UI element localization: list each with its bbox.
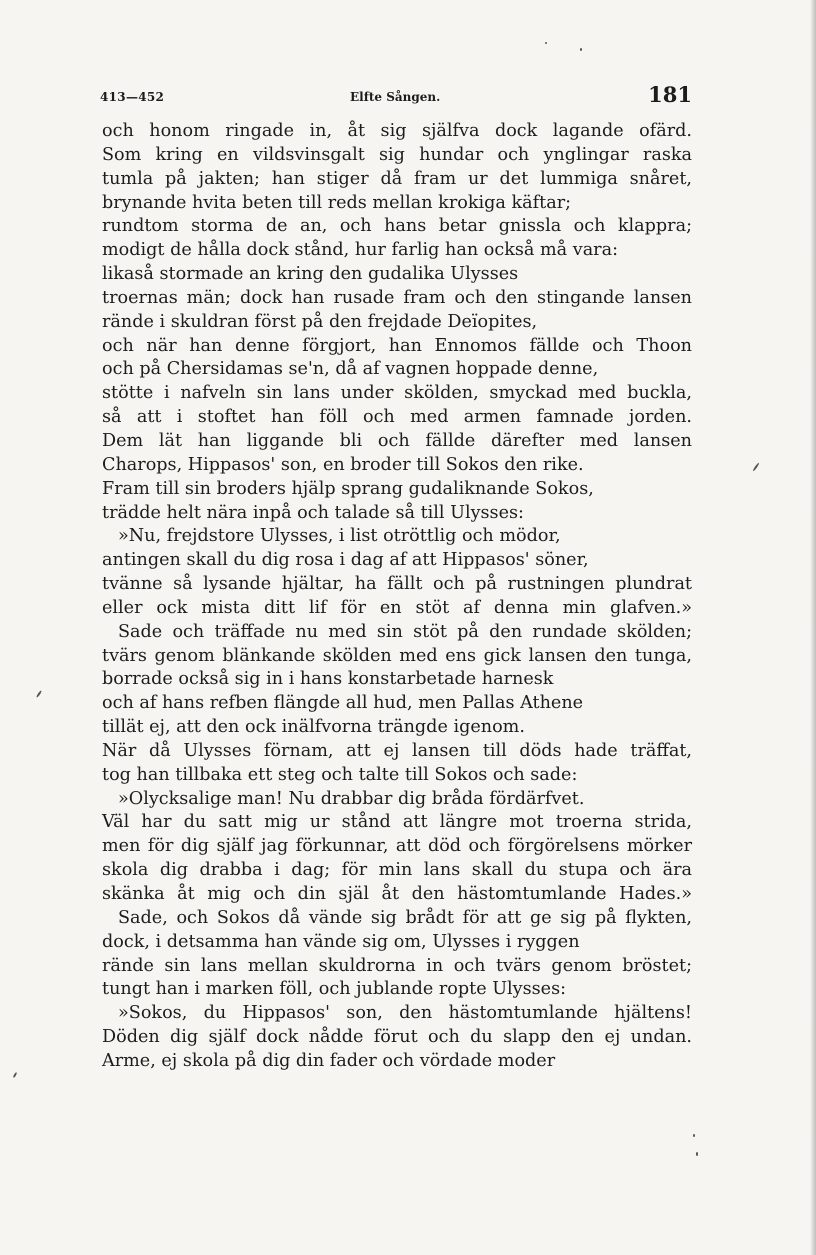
verse-line: så att i stoftet han föll och med armen famnade jorden. [102,407,692,428]
verse-line: Arme, ej skola på dig din fader och vördade moder [102,1050,556,1071]
verse-line: och på Chersidamas se'n, då af vagnen hoppade denne, [102,359,599,380]
verse-text [102,120,692,1074]
scan-speck [696,1152,698,1156]
verse-line: men för dig själf jag förkunnar, att död och förgörelsens mörker [102,836,692,857]
verse-line: likaså stormade an kring den gudalika Ulysses [102,264,519,285]
verse-line: trädde helt nära inpå och talade så till Ulysses: [102,502,524,523]
verse-line: Som kring en vildsvinsgalt sig hundar och ynglingar raska [102,144,692,165]
line-range: 413—452 [100,90,165,104]
scan-speck [580,48,582,51]
verse-line: »Nu, frejdstore Ulysses, i list otröttlig och mödor, [118,526,561,547]
verse-line: tvänne så lysande hjältar, ha fällt och på rustningen plundrat [102,574,692,595]
verse-line: antingen skall du dig rosa i dag af att Hippasos' söner, [102,550,589,571]
verse-line: tvärs genom blänkande skölden med ens gick lansen den tunga, [102,645,692,666]
verse-line: När då Ulysses förnam, att ej lansen till döds hade träffat, [102,740,692,761]
verse-line: eller ock mista ditt lif för en stöt af denna min glafven.» [102,597,692,618]
page-header [100,80,692,110]
verse-line: rände sin lans mellan skuldrorna in och tvärs genom bröstet; [102,955,692,976]
verse-line: dock, i detsamma han vände sig om, Ulysses i ryggen [102,931,580,952]
verse-line: och när han denne förgjort, han Ennomos fällde och Thoon [102,335,692,356]
verse-line: »Olycksalige man! Nu drabbar dig bråda fördärfvet. [118,788,585,809]
verse-line: »Sokos, du Hippasos' son, den hästomtumlande hjältens! [118,1003,692,1024]
verse-line: modigt de hålla dock stånd, hur farlig han också må vara: [102,240,619,261]
verse-line: Dem lät han liggande bli och fällde därefter med lansen [102,430,692,451]
verse-line: rundtom storma de an, och hans betar gnissla och klappra; [102,216,692,237]
verse-line: brynande hvita beten till reds mellan krokiga käftar; [102,192,572,213]
scan-speck [545,42,547,44]
scan-speck [693,1134,695,1137]
verse-line: stötte i nafveln sin lans under skölden, smyckad med buckla, [102,383,692,404]
verse-line: tillät ej, att den ock inälfvorna trängde igenom. [102,717,525,738]
scan-speck [13,1072,18,1078]
verse-line: borrade också sig in i hans konstarbetade harnesk [102,669,554,690]
verse-line: Sade och träffade nu med sin stöt på den rundade skölden; [118,621,692,642]
verse-line: skola dig drabba i dag; för min lans skall du stupa och ära [102,860,692,881]
scan-speck [36,690,42,698]
running-title: Elfte Sången. [350,90,441,104]
verse-line: Döden dig själf dock nådde förut och du slapp den ej undan. [102,1027,692,1048]
verse-line: tumla på jakten; han stiger då fram ur det lummiga snåret, [102,168,692,189]
verse-line: Sade, och Sokos då vände sig brådt för att ge sig på flykten, [118,907,692,928]
scan-speck [752,462,759,471]
verse-line: och af hans refben flängde all hud, men Pallas Athene [102,693,584,714]
page-edge-shadow [810,0,816,1255]
verse-line: skänka åt mig och din själ åt den hästomtumlande Hades.» [102,884,692,904]
verse-line: tog han tillbaka ett steg och talte till Sokos och sade: [102,764,578,785]
verse-line: rände i skuldran först på den frejdade Deïopites, [102,311,538,332]
verse-line: Väl har du satt mig ur stånd att längre mot troerna strida, [102,812,692,833]
verse-line: Fram till sin broders hjälp sprang gudaliknande Sokos, [102,478,594,499]
verse-line: och honom ringade in, åt sig själfva dock lagande ofärd. [102,121,692,141]
page-number: 181 [648,82,692,107]
verse-line: Charops, Hippasos' son, en broder till Sokos den rike. [102,454,584,475]
verse-line: troernas män; dock han rusade fram och den stingande lansen [102,287,692,308]
verse-line: tungt han i marken föll, och jublande ropte Ulysses: [102,979,567,1000]
